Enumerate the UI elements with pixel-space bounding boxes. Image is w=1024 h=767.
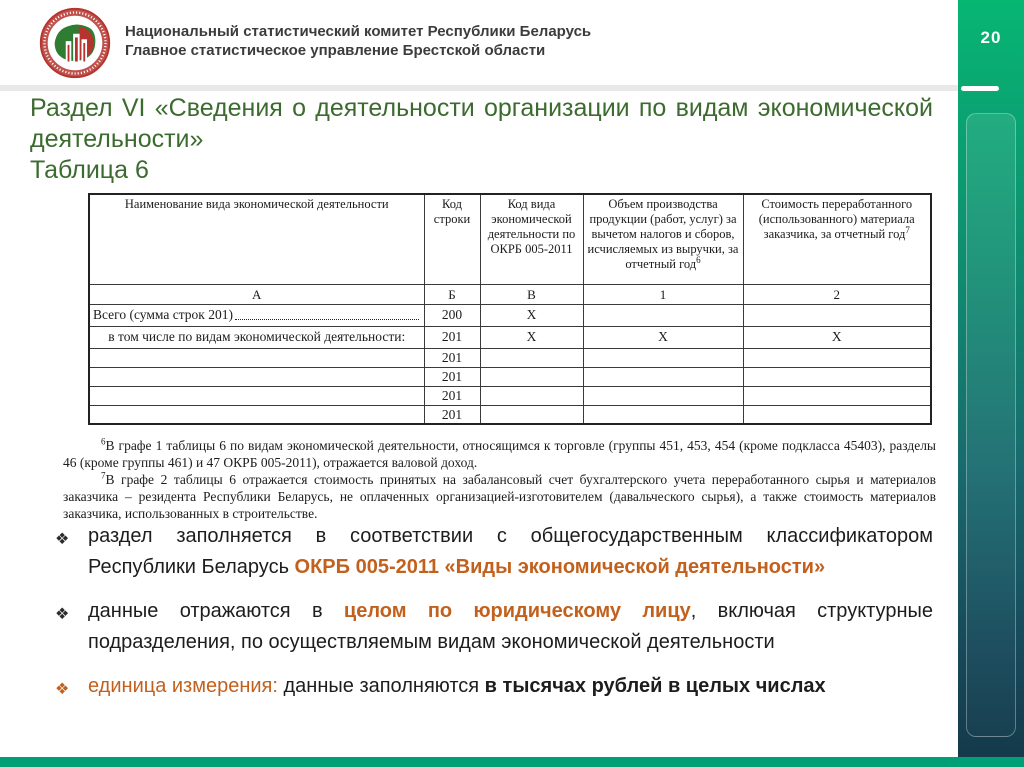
letter-cell: В (480, 284, 583, 304)
row-code-cell: 201 (424, 348, 480, 367)
sidebar (958, 0, 1024, 757)
table-row (89, 367, 931, 386)
row-name-cell (89, 367, 424, 386)
row-okrb-cell (480, 348, 583, 367)
table-row (89, 405, 931, 424)
row-okrb-cell (480, 386, 583, 405)
header-bar (0, 0, 958, 84)
diamond-bullet-icon: ❖ (55, 681, 70, 698)
bottom-accent-bar (0, 757, 1024, 767)
row-volume-cell (583, 348, 743, 367)
row-code-cell: 201 (424, 326, 480, 348)
table-row (89, 386, 931, 405)
row-cost-cell (743, 348, 931, 367)
column-header-volume: Объем производства продукции (работ, услуг) за вычетом налогов и сборов, исчисляемых из выручки, за отчетный год$^6$ (583, 194, 743, 284)
row-name-cell (89, 405, 424, 424)
letter-cell: 1 (583, 284, 743, 304)
column-header-name: Наименование вида экономической деятельности (89, 194, 424, 284)
row-volume-cell: Х (583, 326, 743, 348)
table-caption: Таблица 6 (30, 156, 149, 184)
column-header-okrb: Код вида экономической деятельности по ОКРБ 005-2011 (480, 194, 583, 284)
diamond-bullet-icon: ❖ (55, 606, 70, 623)
bullet-item-classifier: ❖ раздел заполняется в соответствии с общегосударственным классификатором Республики Беларусь ОКРБ 005-2011 «Виды экономической деятельности» (55, 525, 933, 578)
letter-cell: Б (424, 284, 480, 304)
belstat-emblem-icon (36, 6, 114, 80)
row-code-cell: 201 (424, 367, 480, 386)
page-number: 20 (980, 28, 1002, 47)
letter-cell: 2 (743, 284, 931, 304)
row-name-cell (89, 348, 424, 367)
footnote-6: $^6$В графе 1 таблицы 6 по видам экономической деятельности, относящимся к торговле (группы 451, 453, 454 (кроме подкласса 45403), разделы 46 (кроме группы 461) и 47 ОКРБ 005-2011), отражается валовой доход. (63, 436, 936, 470)
dotted-leader (235, 319, 419, 320)
column-header-code: Код строки (424, 194, 480, 284)
header-separator (0, 85, 958, 91)
row-cost-cell (743, 386, 931, 405)
table-6 (88, 193, 932, 425)
table-row (89, 348, 931, 367)
row-cost-cell (743, 367, 931, 386)
table-row-subhead (89, 326, 931, 348)
row-cost-cell: Х (743, 326, 931, 348)
row-code-cell: 201 (424, 405, 480, 424)
table-row-total (89, 304, 931, 326)
sidebar-decorative-panel (966, 113, 1016, 737)
row-volume-cell (583, 386, 743, 405)
row-name-cell: Всего (сумма строк 201) (89, 304, 424, 326)
row-code-cell: 201 (424, 386, 480, 405)
row-okrb-cell (480, 367, 583, 386)
row-volume-cell (583, 405, 743, 424)
row-cost-cell (743, 405, 931, 424)
table-header-row (89, 194, 931, 284)
row-code-cell: 200 (424, 304, 480, 326)
row-volume-cell (583, 367, 743, 386)
bullet-item-legal-entity: ❖ данные отражаются в целом по юридическому лицу, включая структурные подразделения, по осуществляемым видам экономической деятельности (55, 600, 934, 653)
row-okrb-cell: Х (480, 304, 583, 326)
bullet-item-unit: ❖ единица измерения: данные заполняются в тысячах рублей в целых числах (55, 671, 933, 702)
row-okrb-cell: Х (480, 326, 583, 348)
row-volume-cell (583, 304, 743, 326)
table-letter-row (89, 284, 931, 304)
footnotes (63, 437, 936, 522)
title-block (30, 93, 933, 186)
row-name-cell: в том числе по видам экономической деятельности: (89, 326, 424, 348)
row-cost-cell (743, 304, 931, 326)
bullet-list (55, 521, 933, 702)
org-name-line2: Главное статистическое управление Брестской области (125, 42, 546, 59)
org-name-line1: Национальный статистический комитет Республики Беларусь (125, 23, 592, 40)
footnote-7: $^7$В графе 2 таблицы 6 отражается стоимость принятых на забалансовый счет бухгалтерского учета переработанного сырья и материалов заказчика – резидента Республики Беларусь, не оплаченных организацией-изготовителем (давальческого сырья), а также стоимость материалов заказчика, использованных в строительстве. (63, 470, 936, 521)
letter-cell: А (89, 284, 424, 304)
diamond-bullet-icon: ❖ (55, 531, 70, 548)
row-name-cell (89, 386, 424, 405)
column-header-cost: Стоимость переработанного (использованного) материала заказчика, за отчетный год$^7$ (743, 194, 931, 284)
page-title: Раздел VI «Сведения о деятельности организации по видам экономической деятельности» (30, 94, 933, 153)
sidebar-rule (961, 86, 999, 91)
row-okrb-cell (480, 405, 583, 424)
